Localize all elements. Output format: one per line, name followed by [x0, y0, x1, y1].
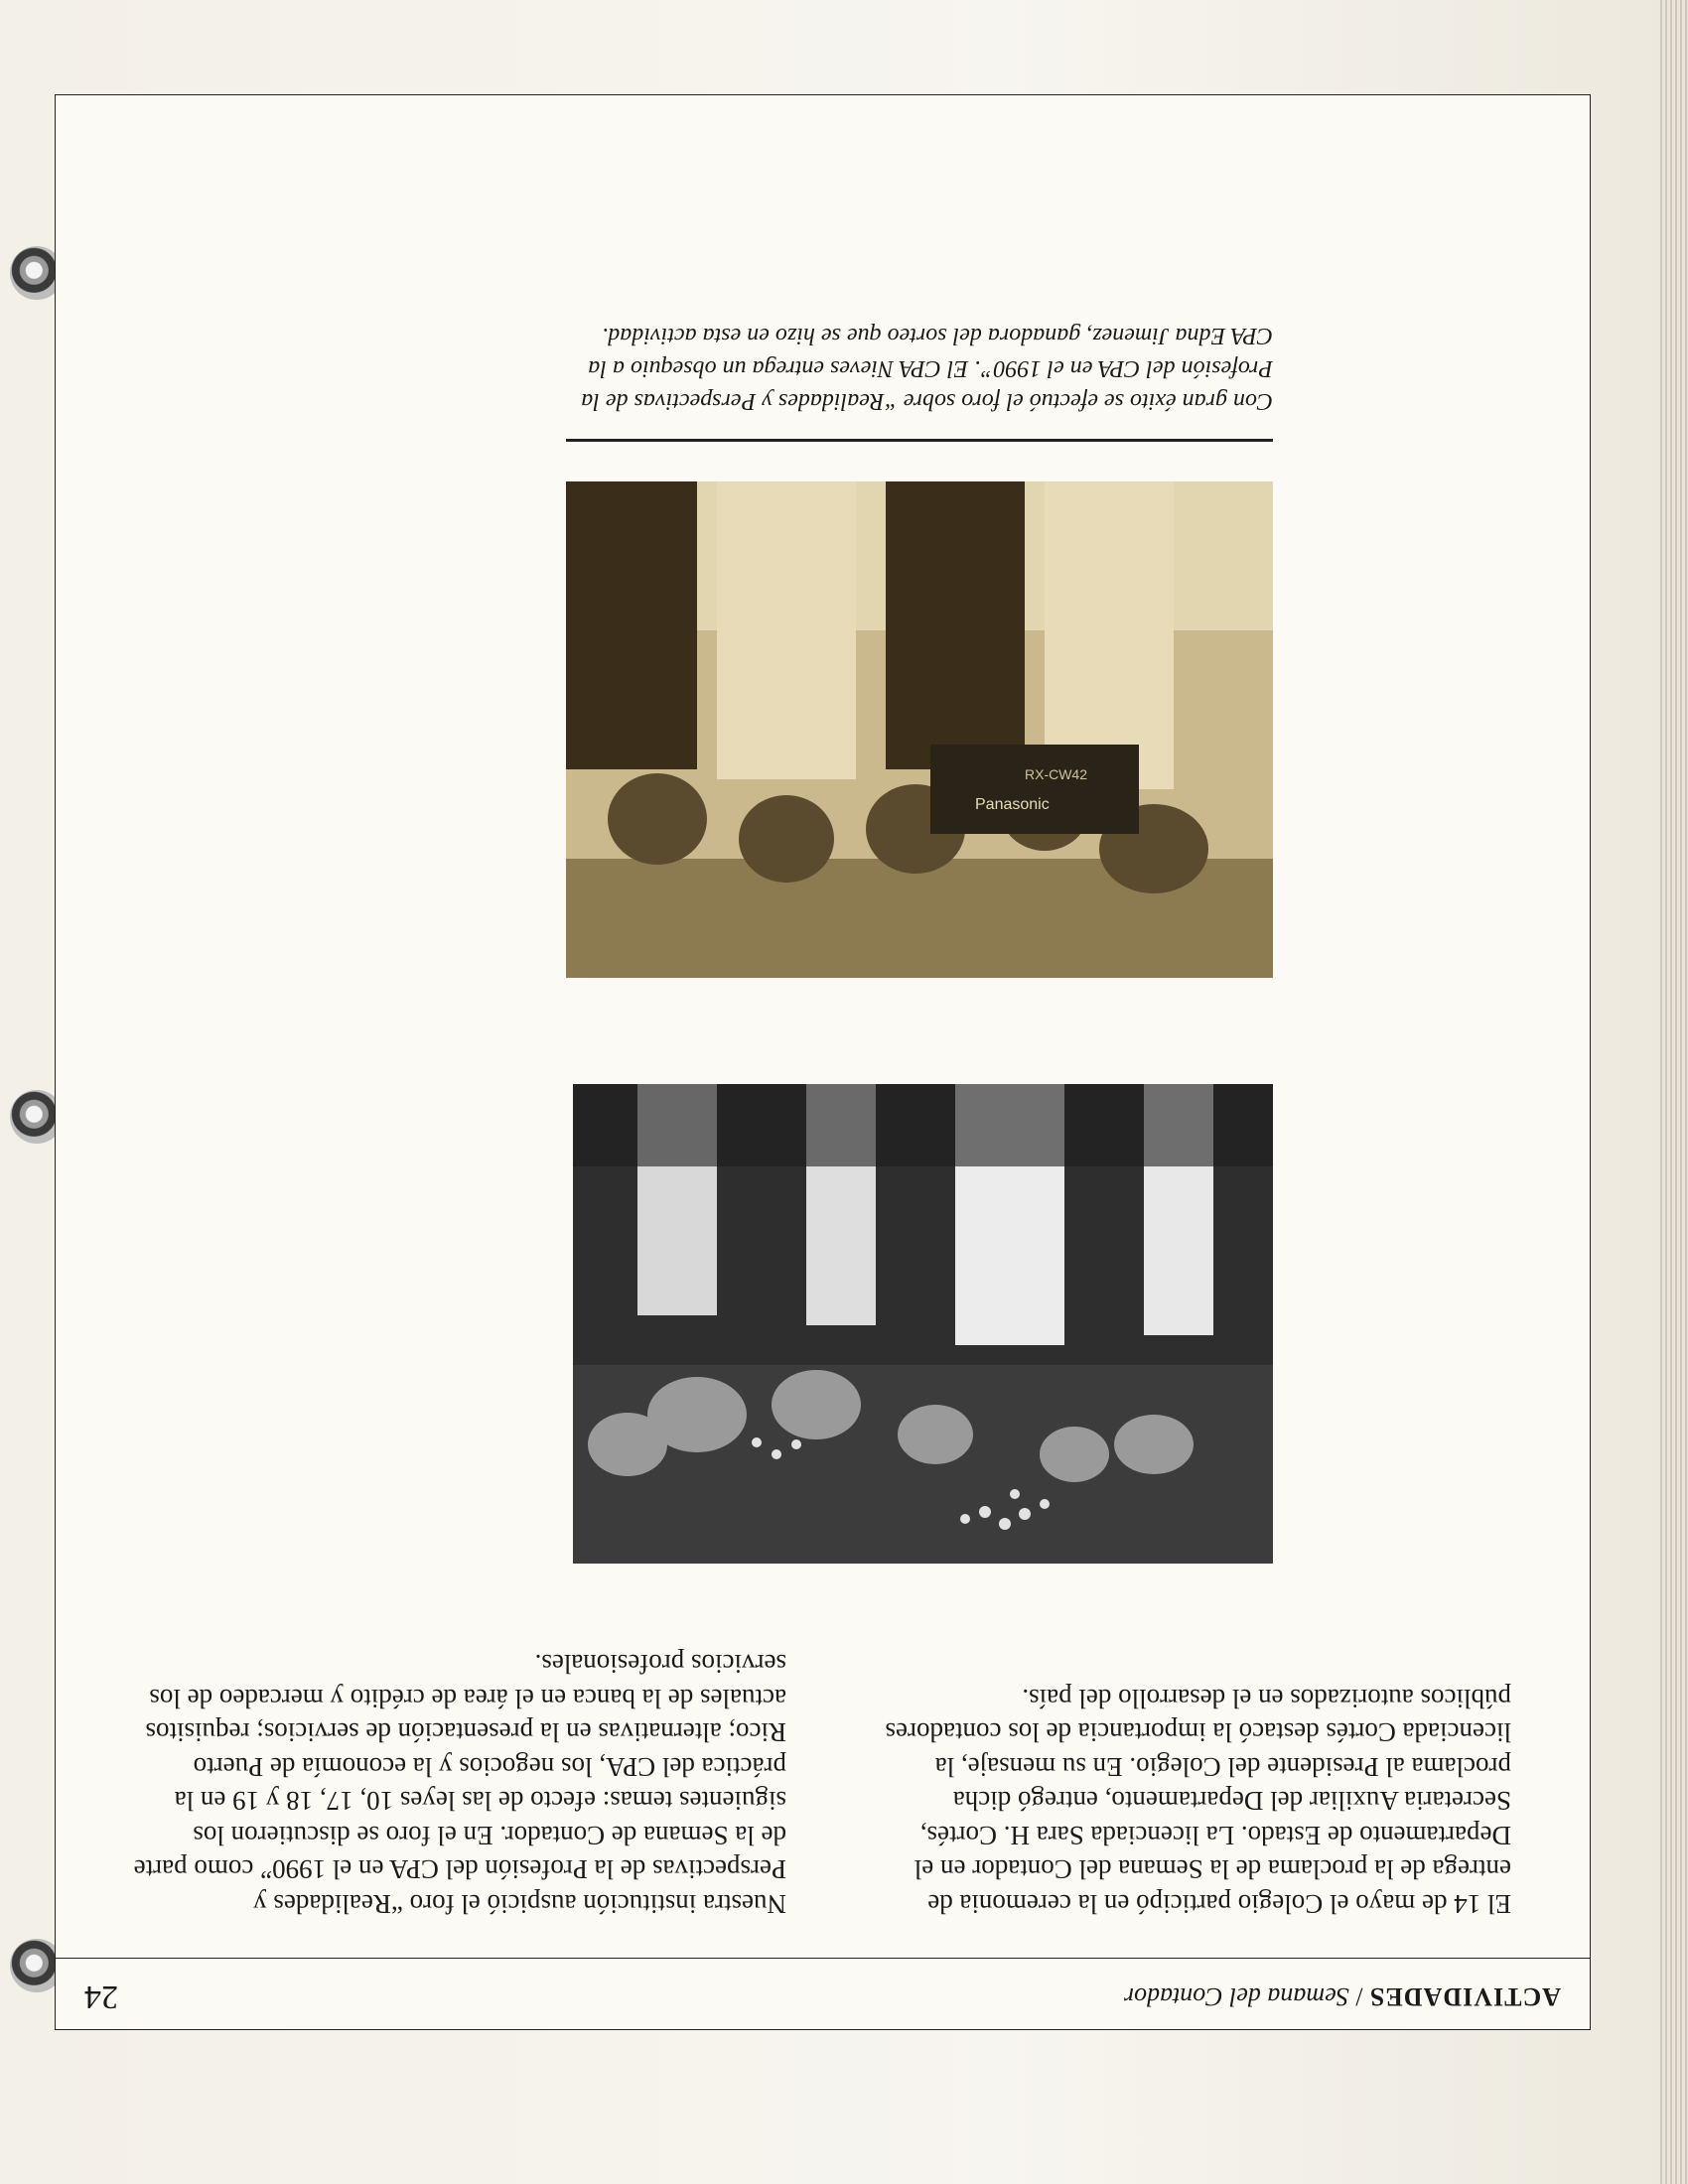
- section-subtitle: Semana del Contador: [1123, 1982, 1349, 2011]
- section-title: [1124, 1981, 1561, 2011]
- prize-handover-illustration: [566, 481, 1273, 978]
- banquet-hall-photo: [573, 1084, 1273, 1564]
- photo-caption: Con gran éxito se efectuó el foro sobre “Realidades y Perspectivas de la Profesión del CPA en el 1990”. El CPA Nieves entrega un obsequio a la CPA Edna Jimenez, ganadora del sorteo que se hizo en esta actividad.: [581, 323, 1273, 414]
- article-right-column: [131, 1647, 786, 1921]
- box-brand: Panasonic: [975, 796, 1050, 813]
- left-column-text: El 14 de mayo el Colegio participó en la ceremonia de entrega de la proclama de la Semana del Contador en el Departamento de Estado. La licenciada Sara H. Cortés, Secretaria Auxiliar del Departamento, entregó dicha proclama al Presidente del Colegio. En su mensaje, la licenciada Cortés destacó la importancia de los contadores públicos autorizados en el desarrollo del país.: [885, 1684, 1511, 1919]
- page-number: 24: [84, 1979, 118, 2015]
- section-name: ACTIVIDADES: [1368, 1982, 1561, 2011]
- section-separator: /: [1348, 1982, 1369, 2011]
- caption-rule: [566, 439, 1273, 442]
- printed-page: [55, 94, 1591, 2030]
- article-left-column: [856, 1682, 1511, 1922]
- right-column-text: Nuestra institución auspició el foro “Realidades y Perspectivas de la Profesión del CPA en el 1990” como parte de la Semana de Contador. En el foro se discutieron los siguientes temas: efecto de las leyes 10, 17, 18 y 19 en la práctica del CPA, los negocios y la economía de Puerto Rico; alternativas en la presentación de servicios; requisitos actuales de la banca en el área de crédito y mercadeo de los servicios profesionales.: [133, 1649, 786, 1919]
- binder-page-edges: [1660, 0, 1688, 2184]
- prize-handover-photo: [566, 481, 1273, 978]
- header-rule: [55, 1958, 1591, 1959]
- page-header: [84, 1977, 1561, 2016]
- box-model: RX-CW42: [1025, 766, 1088, 782]
- stereo-box: [930, 745, 1139, 834]
- banquet-hall-illustration: [573, 1084, 1273, 1564]
